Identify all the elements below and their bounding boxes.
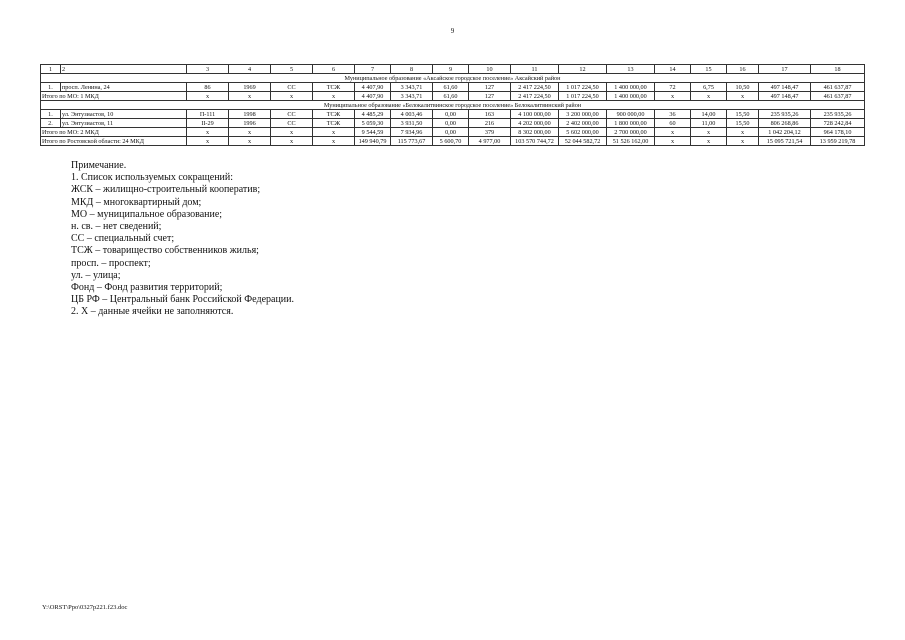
page-number: 9	[450, 27, 455, 35]
table-cell: x	[691, 137, 727, 146]
table-cell: 60	[655, 119, 691, 128]
table-cell: 9 544,59	[355, 128, 391, 137]
table-cell: x	[691, 128, 727, 137]
table-cell: 7 934,96	[391, 128, 433, 137]
note-line: ЖСК – жилищно-строительный кооператив;	[71, 184, 261, 196]
table-cell: 8 302 000,00	[511, 128, 559, 137]
notes-block	[71, 160, 294, 319]
table-cell: 1969	[229, 83, 271, 92]
table-cell: 15 095 721,54	[759, 137, 811, 146]
table-cell: 235 935,26	[811, 110, 865, 119]
table-cell: 4 407,90	[355, 83, 391, 92]
table-cell: 127	[469, 83, 511, 92]
table-cell: x	[655, 92, 691, 101]
note-line: Фонд – Фонд развития территорий;	[71, 282, 223, 294]
table-cell: 12	[559, 65, 607, 74]
table-cell: 1	[41, 65, 61, 74]
data-table	[40, 64, 865, 146]
table-cell: 1 017 224,50	[559, 92, 607, 101]
table-cell: x	[187, 92, 229, 101]
table-cell: 728 242,84	[811, 119, 865, 128]
table-cell: 1 400 000,00	[607, 83, 655, 92]
table-cell: 5 059,30	[355, 119, 391, 128]
table-cell: СС	[271, 110, 313, 119]
table-cell: 10,50	[727, 83, 759, 92]
table-cell: x	[727, 92, 759, 101]
table-cell: x	[229, 128, 271, 137]
table-cell: 1996	[229, 119, 271, 128]
table-cell: 149 940,79	[355, 137, 391, 146]
table-cell: 127	[469, 92, 511, 101]
table-cell: 0,00	[433, 119, 469, 128]
table-cell: x	[229, 92, 271, 101]
table-cell: 5	[271, 65, 313, 74]
table-cell: ТСЖ	[313, 83, 355, 92]
table-cell: 2 417 224,50	[511, 92, 559, 101]
section-title-row	[41, 74, 865, 83]
note-line: МО – муниципальное образование;	[71, 208, 223, 220]
table-cell: x	[271, 92, 313, 101]
header-row	[41, 65, 865, 74]
table-cell: 235 935,26	[759, 110, 811, 119]
table-cell: 15	[691, 65, 727, 74]
table-cell: 61,60	[433, 92, 469, 101]
table-cell: x	[655, 128, 691, 137]
table-cell: 2.	[41, 119, 61, 128]
table-cell: 13 959 219,78	[811, 137, 865, 146]
note-line: Примечание.	[71, 160, 127, 171]
table-cell: 900 000,00	[607, 110, 655, 119]
table-cell: 4	[229, 65, 271, 74]
table-cell: 1.	[41, 110, 61, 119]
table-cell: 10	[469, 65, 511, 74]
table-cell: 9	[433, 65, 469, 74]
table-row	[41, 83, 865, 92]
table-cell: 15,50	[727, 110, 759, 119]
table-cell: x	[271, 137, 313, 146]
table-cell: 379	[469, 128, 511, 137]
table-cell: 1 017 224,50	[559, 83, 607, 92]
table-cell: ТСЖ	[313, 119, 355, 128]
table-cell: 6,75	[691, 83, 727, 92]
table-cell: 115 773,67	[391, 137, 433, 146]
table-cell: 36	[655, 110, 691, 119]
table-cell: ул. Энтузиастов, 10	[61, 110, 187, 119]
note-line: ЦБ РФ – Центральный банк Российской Федерации.	[71, 294, 295, 306]
table-cell: x	[271, 128, 313, 137]
table-cell: 4 202 000,00	[511, 119, 559, 128]
table-cell: 51 526 162,00	[607, 137, 655, 146]
table-cell: 216	[469, 119, 511, 128]
table-cell: 14,00	[691, 110, 727, 119]
table-cell: 86	[187, 83, 229, 92]
table-cell: ул. Энтузиастов, 11	[61, 119, 187, 128]
table-cell: 3 200 000,00	[559, 110, 607, 119]
section-title-row	[41, 101, 865, 110]
table-cell: x	[727, 137, 759, 146]
table-cell: 497 148,47	[759, 83, 811, 92]
table-cell: 61,60	[433, 83, 469, 92]
section-title: Муниципальное образование «Аксайское городское поселение» Аксайский район	[41, 74, 865, 83]
table-cell: 4 100 000,00	[511, 110, 559, 119]
table-cell: 2	[61, 65, 187, 74]
table-cell: просп. Ленина, 24	[61, 83, 187, 92]
note-line: н. св. – нет сведений;	[71, 221, 162, 233]
note-line: ТСЖ – товарищество собственников жилья;	[71, 245, 259, 257]
table-cell: 2 700 000,00	[607, 128, 655, 137]
table-cell: П-111	[187, 110, 229, 119]
table-cell: x	[727, 128, 759, 137]
table-cell: 3	[187, 65, 229, 74]
table-cell: 6	[313, 65, 355, 74]
table-cell: Итого по МО: 1 МКД	[41, 92, 187, 101]
table-cell: 1 042 204,12	[759, 128, 811, 137]
table-cell: x	[691, 92, 727, 101]
table-cell: СС	[271, 83, 313, 92]
table-cell: 17	[759, 65, 811, 74]
grand-total-row	[41, 137, 865, 146]
table-cell: 461 637,87	[811, 92, 865, 101]
note-line: просп. – проспект;	[71, 257, 151, 269]
table-cell: Итого по МО: 2 МКД	[41, 128, 187, 137]
table-cell: 0,00	[433, 110, 469, 119]
table-cell: II-29	[187, 119, 229, 128]
file-path-footer: Y:\ORST\Ppo\0327p221.f23.doc	[42, 604, 128, 611]
note-line: 1. Список используемых сокращений:	[71, 172, 234, 184]
table-cell: 163	[469, 110, 511, 119]
table-cell: 4 977,00	[469, 137, 511, 146]
table-cell: 3 343,71	[391, 92, 433, 101]
table-cell: 4 407,90	[355, 92, 391, 101]
table-cell: 4 003,46	[391, 110, 433, 119]
note-line: СС – специальный счет;	[71, 233, 175, 245]
table-cell: СС	[271, 119, 313, 128]
table-cell: 13	[607, 65, 655, 74]
table-cell: 1 800 000,00	[607, 119, 655, 128]
table-cell: x	[187, 128, 229, 137]
table-cell: 72	[655, 83, 691, 92]
table-cell: 18	[811, 65, 865, 74]
table-cell: 2 402 000,00	[559, 119, 607, 128]
table-cell: 11,00	[691, 119, 727, 128]
table-cell: 8	[391, 65, 433, 74]
table-cell: 7	[355, 65, 391, 74]
section-title: Муниципальное образование «Белокалитвинское городское поселение» Белокалитвинский район	[41, 101, 865, 110]
table-cell: Итого по Ростовской области: 24 МКД	[41, 137, 187, 146]
table-cell: 497 148,47	[759, 92, 811, 101]
total-row	[41, 92, 865, 101]
table-cell: x	[229, 137, 271, 146]
table-cell: 0,00	[433, 128, 469, 137]
total-row	[41, 128, 865, 137]
table-row	[41, 110, 865, 119]
table-cell: x	[313, 137, 355, 146]
table-cell: 15,50	[727, 119, 759, 128]
table-cell: 2 417 224,50	[511, 83, 559, 92]
table-cell: 4 485,29	[355, 110, 391, 119]
table-cell: ТСЖ	[313, 110, 355, 119]
table-cell: 11	[511, 65, 559, 74]
table-cell: 5 600,70	[433, 137, 469, 146]
table-cell: x	[313, 92, 355, 101]
table-cell: 1 400 000,00	[607, 92, 655, 101]
note-line: ул. – улица;	[71, 269, 121, 281]
table-cell: x	[187, 137, 229, 146]
note-line: 2. Х – данные ячейки не заполняются.	[71, 306, 234, 318]
table-row	[41, 119, 865, 128]
table-cell: 14	[655, 65, 691, 74]
table-cell: 1998	[229, 110, 271, 119]
table-cell: 3 343,71	[391, 83, 433, 92]
note-line: МКД – многоквартирный дом;	[71, 196, 202, 208]
table-cell: 964 178,10	[811, 128, 865, 137]
table-cell: 103 570 744,72	[511, 137, 559, 146]
table-cell: 16	[727, 65, 759, 74]
table-cell: x	[313, 128, 355, 137]
table-cell: 3 931,50	[391, 119, 433, 128]
table-cell: x	[655, 137, 691, 146]
table-cell: 461 637,87	[811, 83, 865, 92]
table-cell: 1.	[41, 83, 61, 92]
table-cell: 5 602 000,00	[559, 128, 607, 137]
table-cell: 52 044 582,72	[559, 137, 607, 146]
table-cell: 806 268,86	[759, 119, 811, 128]
